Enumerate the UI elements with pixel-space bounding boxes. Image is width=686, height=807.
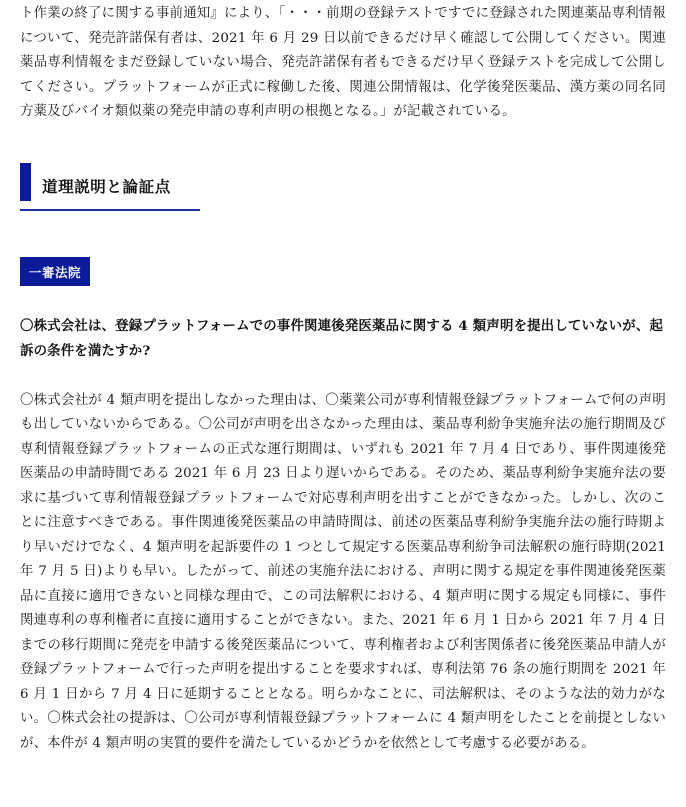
- section-heading-bar: [20, 163, 31, 201]
- section-heading: [20, 163, 200, 211]
- answer-paragraph: 〇株式会社が 4 類声明を提出しなかった理由は、〇薬業公司が専利情報登録プラットフォームで何の声明も出していないからである。〇公司が声明を出さなかった理由は、薬品専利紛争実施弁法の施行期間及び専利情報登録プラットフォームの正式な運行期間は、いずれも 2021 年 7 月 4 日であり、事件関連後発医薬品の申請時間である 2021 年 6 月 23 日より遅いからである。そのため、薬品専利紛争実施弁法の要求に基づいて専利情報登録プラットフォームで対応専利声明を出すことができなかった。しかし、次のことに注意すべきである。事件関連後発医薬品の申請時間は、前述の医薬品専利紛争実施弁法の施行時期より早いだけでなく、4 類声明を起訴要件の 1 つとして規定する医薬品専利紛争司法解釈の施行時期(2021 年 7 月 5 日)よりも早い。したがって、前述の実施弁法における、声明に関する規定を事件関連後発医薬品に直接に適用できないと同様な理由で、この司法解釈における、4 類声明に関する規定も同様に、事件関連専利の専利権者に直接に適用することができない。また、2021 年 6 月 1 日から 2021 年 7 月 4 日までの移行期間に発売を申請する後発医薬品について、専利権者および利害関係者に後発医薬品申請人が登録プラットフォームで行った声明を提出することを要求すれば、専利法第 76 条の施行期間を 2021 年 6 月 1 日から 7 月 4 日に延期することとなる。明らかなことに、司法解釈は、そのような法的効力がない。〇株式会社の提訴は、〇公司が専利情報登録プラットフォームに 4 類声明をしたことを前提としないが、本件が 4 類声明の実質的要件を満たしているかどうかを依然として考慮する必要がある。: [20, 392, 666, 751]
- section-title: 道理説明と論証点: [42, 176, 171, 196]
- court-badge: 一審法院: [20, 257, 90, 286]
- intro-paragraph: ト作業の終了に関する事前通知』により、「・・・前期の登録テストですでに登録された関連薬品専利情報について、発売許諾保有者は、2021 年 6 月 29 日以前できるだけ早く確認して公開してください。関連薬品専利情報をまだ登録していない場合、発売許諾保有者もできるだけ早く登録テストを完成して公開してください。プラットフォームが正式に稼働した後、関連公開情報は、化学後発医薬品、漢方薬の同名同方薬及びバイオ類似薬の発売申請の専利声明の根拠となる。」が記載されている。: [20, 6, 666, 119]
- question-heading: 〇株式会社は、登録プラットフォームでの事件関連後発医薬品に関する 4 類声明を提出していないが、起訴の条件を満たすか?: [20, 317, 664, 359]
- document-page: [20, 0, 666, 756]
